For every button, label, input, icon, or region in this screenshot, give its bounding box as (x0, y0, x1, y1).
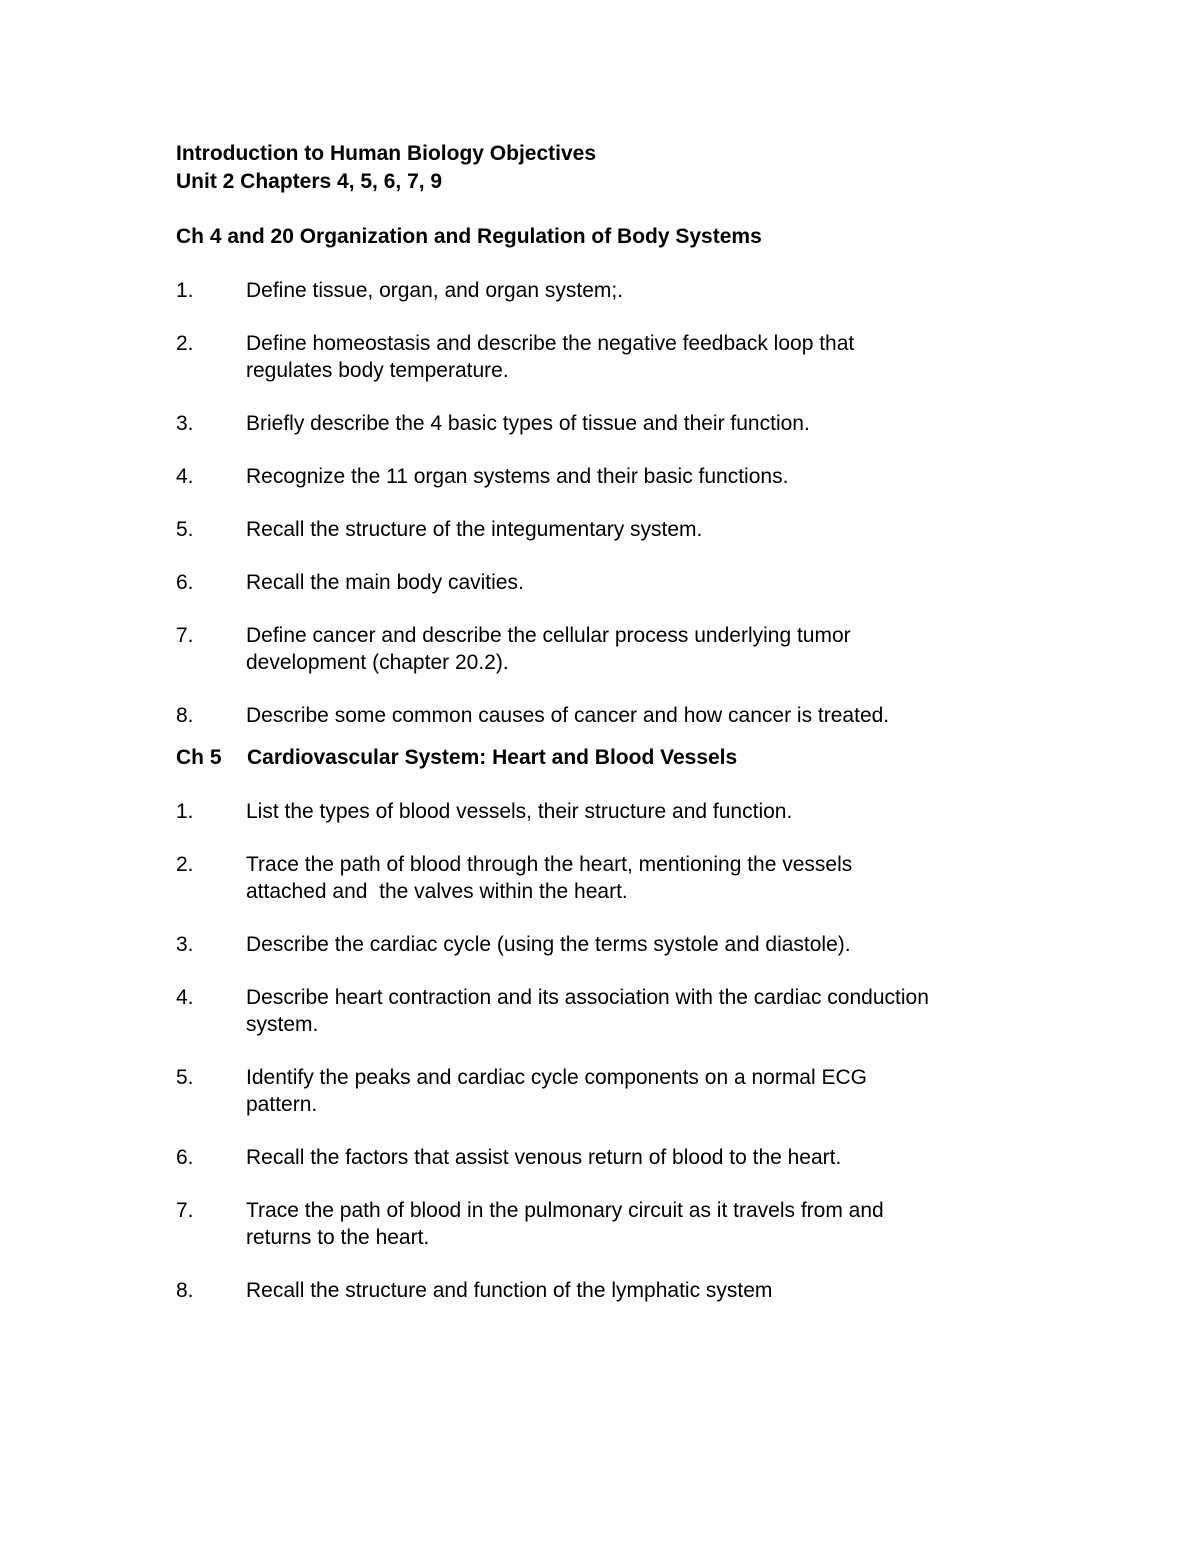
document-title: Introduction to Human Biology Objectives (176, 142, 597, 165)
objective-line: pattern. (246, 1093, 318, 1116)
objective-line: Define cancer and describe the cellular process underlying tumor (246, 624, 851, 647)
objective-line: Trace the path of blood in the pulmonary circuit as it travels from and (246, 1199, 884, 1222)
objective-line: Describe some common causes of cancer and how cancer is treated. (246, 704, 890, 727)
objective-item (176, 277, 1046, 304)
objective-text (246, 984, 1046, 1038)
objective-item (176, 851, 1046, 905)
objective-item (176, 330, 1046, 384)
objective-text (246, 798, 1046, 825)
objective-text (246, 1197, 1046, 1251)
objective-text (246, 702, 1046, 729)
section-heading (176, 223, 1046, 251)
objectives-list (176, 277, 1046, 729)
objective-line: Recall the factors that assist venous return of blood to the heart. (246, 1146, 842, 1169)
objective-line: Define homeostasis and describe the negative feedback loop that (246, 332, 855, 355)
objectives-list (176, 798, 1046, 1304)
objective-number: 2. (176, 332, 194, 355)
objective-number: 1. (176, 279, 194, 302)
objective-item (176, 1064, 1046, 1118)
section-title: Cardiovascular System: Heart and Blood Vessels (247, 746, 738, 769)
objective-text (246, 463, 1046, 490)
objective-item (176, 410, 1046, 437)
objective-number: 2. (176, 853, 194, 876)
section-title: Organization and Regulation of Body Systems (299, 225, 762, 248)
objective-line: returns to the heart. (246, 1226, 430, 1249)
objective-item (176, 931, 1046, 958)
objective-number: 8. (176, 1279, 194, 1302)
objective-number: 5. (176, 1066, 194, 1089)
objective-number: 8. (176, 704, 194, 727)
objective-item (176, 569, 1046, 596)
objective-text (246, 622, 1046, 676)
section-chapter: Ch 4 and 20 (176, 225, 300, 248)
objective-text (246, 1064, 1046, 1118)
objective-number: 1. (176, 800, 194, 823)
objective-text (246, 516, 1046, 543)
objective-item (176, 1144, 1046, 1171)
objective-text (246, 1277, 1046, 1304)
objective-number: 3. (176, 412, 194, 435)
objective-number: 4. (176, 465, 194, 488)
sections-container (176, 223, 1046, 1304)
objective-text (246, 410, 1046, 437)
document-subtitle: Unit 2 Chapters 4, 5, 6, 7, 9 (176, 170, 443, 193)
objective-text (246, 851, 1046, 905)
objective-item (176, 622, 1046, 676)
objective-line: Describe the cardiac cycle (using the terms systole and diastole). (246, 933, 851, 956)
objective-line: Recognize the 11 organ systems and their basic functions. (246, 465, 789, 488)
objective-item (176, 1197, 1046, 1251)
objective-text (246, 277, 1046, 304)
objective-line: Identify the peaks and cardiac cycle components on a normal ECG (246, 1066, 867, 1089)
objective-line: Recall the structure of the integumentary system. (246, 518, 703, 541)
objective-line: Describe heart contraction and its association with the cardiac conduction (246, 986, 929, 1009)
section-chapter: Ch 5 (176, 746, 222, 769)
objective-line: Briefly describe the 4 basic types of tissue and their function. (246, 412, 810, 435)
objective-text (246, 1144, 1046, 1171)
objective-item (176, 702, 1046, 729)
objective-line: Trace the path of blood through the heart, mentioning the vessels (246, 853, 853, 876)
objective-number: 3. (176, 933, 194, 956)
objective-item (176, 1277, 1046, 1304)
objective-item (176, 516, 1046, 543)
objective-text (246, 330, 1046, 384)
objective-number: 6. (176, 571, 194, 594)
objective-line: system. (246, 1013, 319, 1036)
objective-line: Recall the structure and function of the lymphatic system (246, 1279, 773, 1302)
objective-item (176, 984, 1046, 1038)
document-page (176, 140, 1046, 1304)
objective-line: List the types of blood vessels, their structure and function. (246, 800, 793, 823)
objective-text (246, 931, 1046, 958)
objective-line: development (chapter 20.2). (246, 651, 509, 674)
objective-number: 7. (176, 624, 194, 647)
objective-item (176, 798, 1046, 825)
objective-number: 7. (176, 1199, 194, 1222)
objective-item (176, 463, 1046, 490)
objective-number: 4. (176, 986, 194, 1009)
objective-line: regulates body temperature. (246, 359, 509, 382)
objective-number: 6. (176, 1146, 194, 1169)
objective-number: 5. (176, 518, 194, 541)
objective-line: Recall the main body cavities. (246, 571, 524, 594)
objective-line: attached and the valves within the heart. (246, 880, 628, 903)
objective-line: Define tissue, organ, and organ system;. (246, 279, 624, 302)
section-heading (176, 744, 1046, 772)
objective-text (246, 569, 1046, 596)
